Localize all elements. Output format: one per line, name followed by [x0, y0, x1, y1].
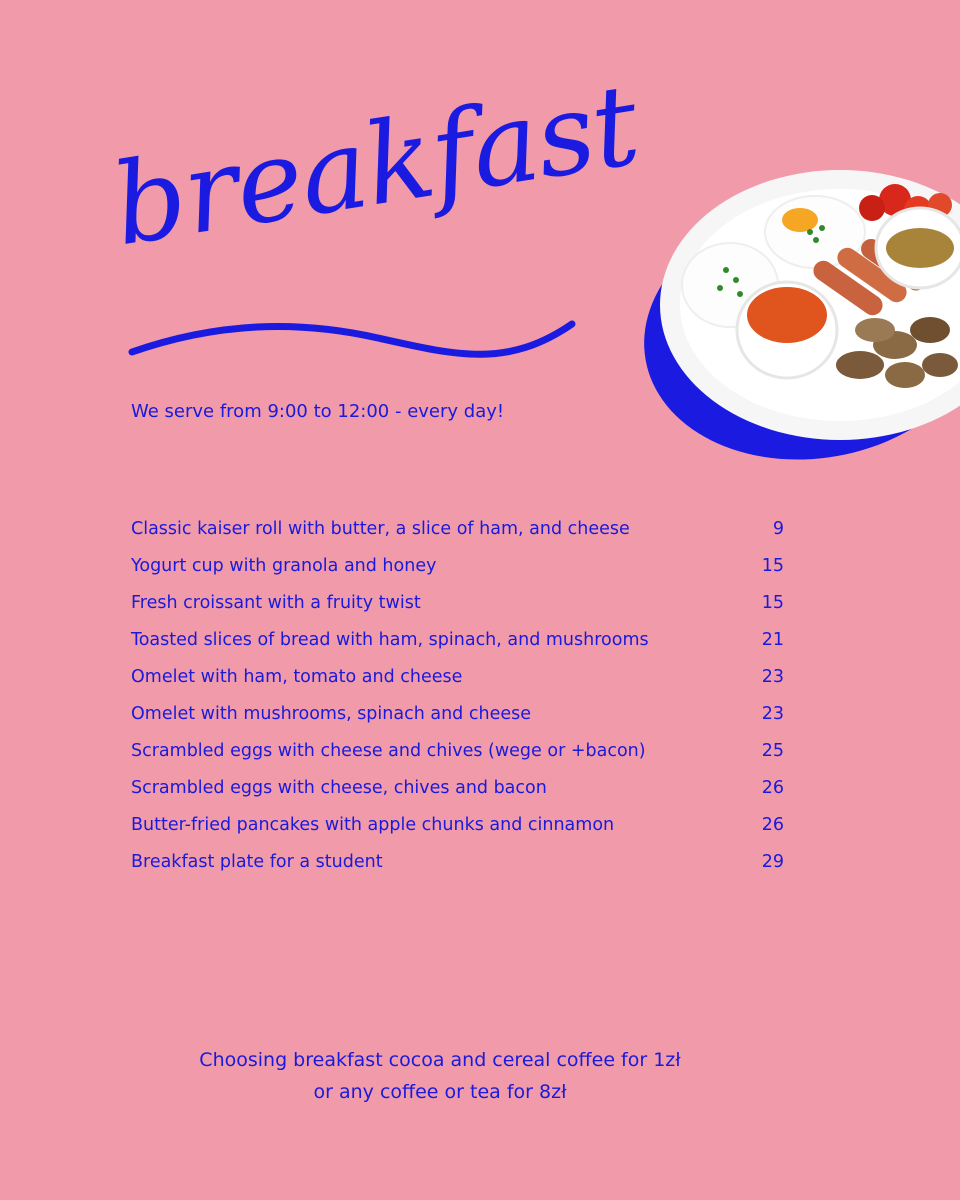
menu-item — [131, 775, 786, 812]
drink-offer-line-2: or any coffee or tea for 8zł — [313, 1081, 567, 1103]
menu-item — [131, 590, 786, 627]
menu-item — [131, 812, 786, 849]
menu-item — [131, 738, 786, 775]
menu-item-name: Scrambled eggs with cheese and chives (wege or +bacon) — [131, 741, 646, 761]
wave-underline — [128, 312, 578, 368]
menu-item-name: Omelet with ham, tomato and cheese — [131, 667, 463, 687]
menu-item-price: 9 — [772, 519, 784, 539]
menu-item-name: Yogurt cup with granola and honey — [131, 556, 437, 576]
menu-item-price: 29 — [761, 852, 784, 872]
breakfast-plate-image — [640, 170, 960, 470]
page-title: breakfast — [104, 60, 647, 272]
menu-item — [131, 849, 786, 886]
menu-item-price: 25 — [761, 741, 784, 761]
menu-item — [131, 516, 786, 553]
menu-item — [131, 553, 786, 590]
drink-offer-line-1: Choosing breakfast cocoa and cereal coffee for 1zł — [199, 1049, 681, 1071]
menu-item-price: 26 — [761, 815, 784, 835]
drink-offer-note — [0, 1044, 880, 1108]
menu-item-name: Fresh croissant with a fruity twist — [131, 593, 421, 613]
title-wrap — [104, 60, 647, 290]
menu-item-name: Toasted slices of bread with ham, spinach, and mushrooms — [131, 630, 649, 650]
menu-item — [131, 664, 786, 701]
menu-item-price: 26 — [761, 778, 784, 798]
menu-item-price: 23 — [761, 704, 784, 724]
serving-hours: We serve from 9:00 to 12:00 - every day! — [131, 401, 505, 422]
menu-item-name: Omelet with mushrooms, spinach and cheese — [131, 704, 531, 724]
menu-item — [131, 627, 786, 664]
menu-item-name: Butter-fried pancakes with apple chunks and cinnamon — [131, 815, 615, 835]
menu-item-name: Classic kaiser roll with butter, a slice of ham, and cheese — [131, 519, 630, 539]
menu-item — [131, 701, 786, 738]
menu-item-price: 15 — [761, 556, 784, 576]
menu-list — [131, 516, 786, 886]
menu-item-price: 15 — [761, 593, 784, 613]
menu-item-name: Breakfast plate for a student — [131, 852, 383, 872]
menu-item-price: 21 — [761, 630, 784, 650]
menu-item-price: 23 — [761, 667, 784, 687]
menu-item-name: Scrambled eggs with cheese, chives and bacon — [131, 778, 547, 798]
